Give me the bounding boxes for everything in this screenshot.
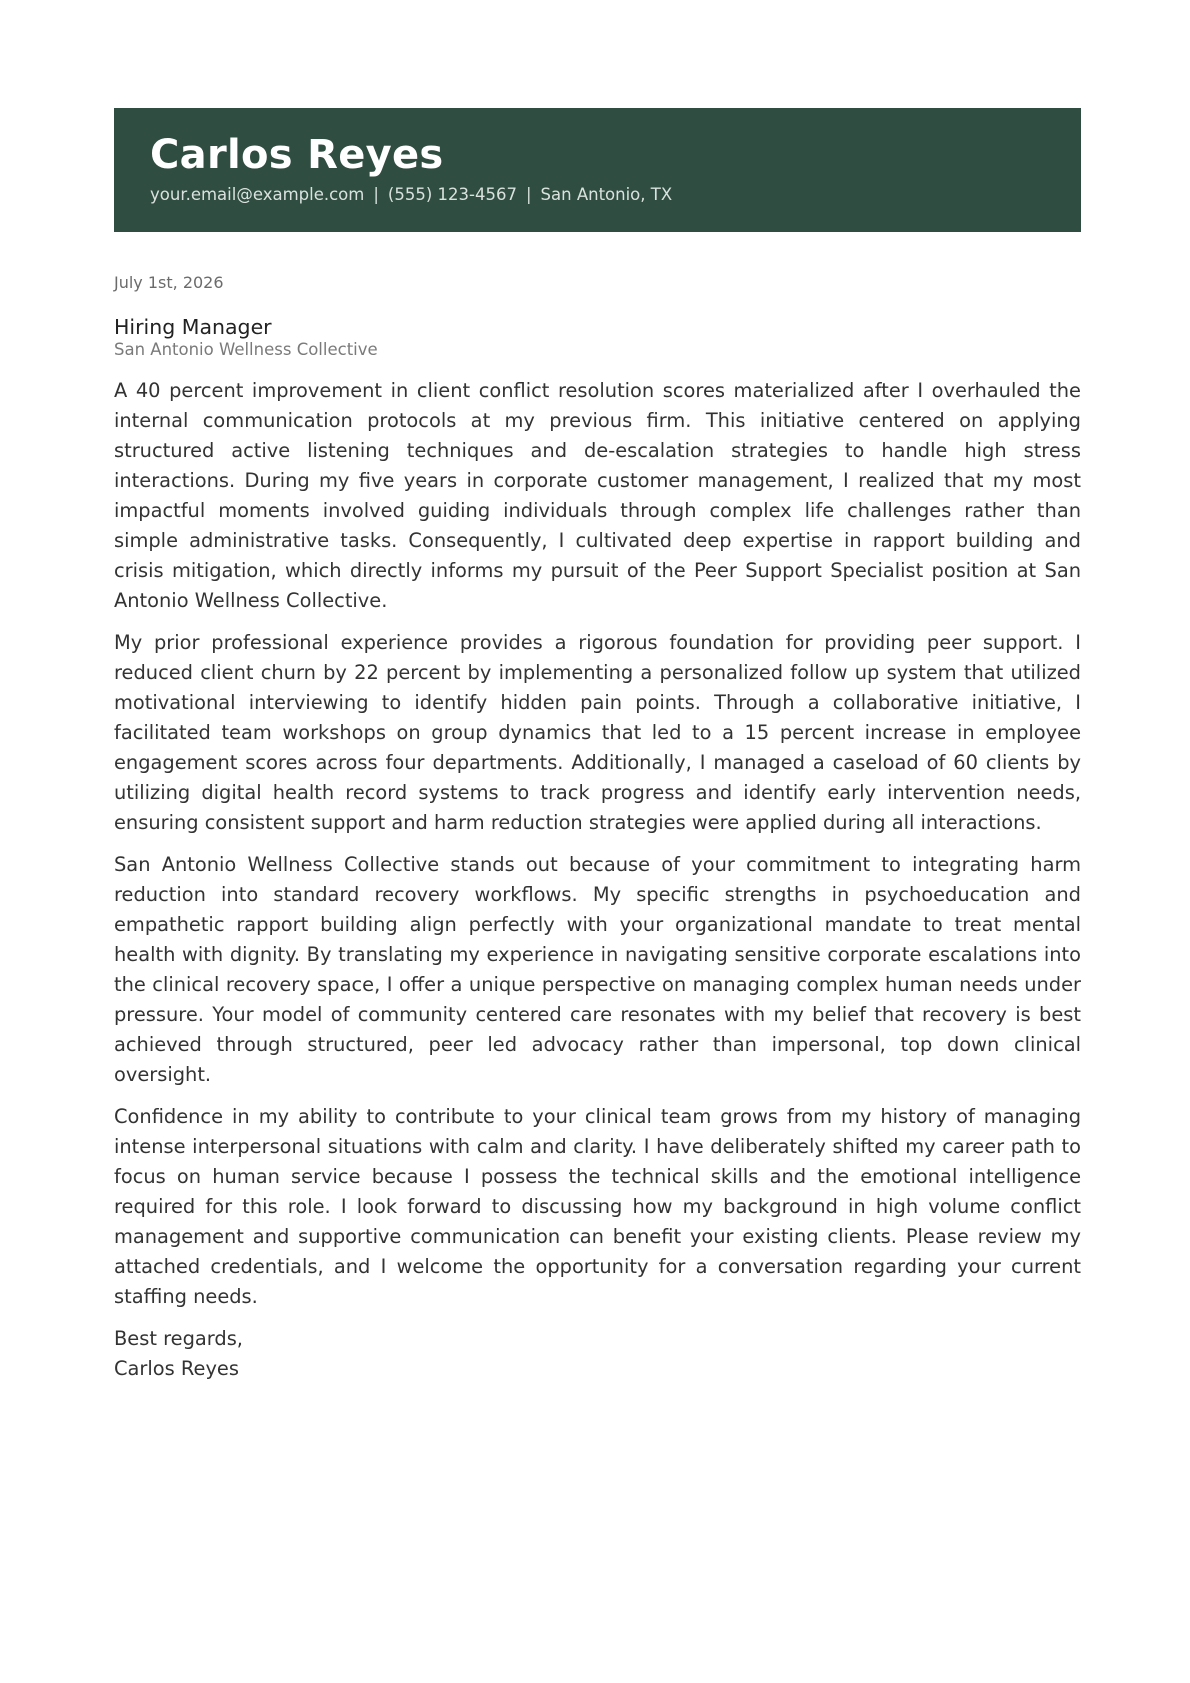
header-band	[114, 108, 1081, 232]
contact-separator: |	[525, 185, 532, 204]
body-paragraph-2: My prior professional experience provides a rigorous foundation for providing peer support. I reduced client churn by 22 percent by implementing a personalized follow up system that utilized motivational interviewing to identify hidden pain points. Through a collaborative initiative, I facilitated team workshops on group dynamics that led to a 15 percent increase in employee engagement scores across four departments. Additionally, I managed a caseload of 60 clients by utilizing digital health record systems to track progress and identify early intervention needs, ensuring consistent support and harm reduction strategies were applied during all interactions.	[114, 631, 1081, 834]
applicant-name: Carlos Reyes	[150, 132, 444, 178]
recipient-organization: San Antonio Wellness Collective	[114, 340, 378, 359]
body-paragraph-4: Confidence in my ability to contribute to your clinical team grows from my history of managing intense interpersonal situations with calm and clarity. I have deliberately shifted my career path to focus on human service because I possess the technical skills and the emotional intelligence required for this role. I look forward to discussing how my background in high volume conflict management and supportive communication can benefit your existing clients. Please review my attached credentials, and I welcome the opportunity for a conversation regarding your current staffing needs.	[114, 1105, 1081, 1308]
closing-block	[114, 1324, 1081, 1384]
recipient-block	[114, 314, 1081, 360]
letter-date: July 1st, 2026	[114, 273, 224, 292]
letter-content	[114, 272, 1081, 1384]
body-paragraph-1: A 40 percent improvement in client conflict resolution scores materialized after I overhauled the internal communication protocols at my previous firm. This initiative centered on applying structured active listening techniques and de-escalation strategies to handle high stress interactions. During my five years in corporate customer management, I realized that my most impactful moments involved guiding individuals through complex life challenges rather than simple administrative tasks. Consequently, I cultivated deep expertise in rapport building and crisis mitigation, which directly informs my pursuit of the Peer Support Specialist position at San Antonio Wellness Collective.	[114, 379, 1081, 612]
contact-phone: (555) 123-4567	[387, 185, 517, 204]
contact-line	[150, 184, 1081, 206]
body-paragraph-3: San Antonio Wellness Collective stands out because of your commitment to integrating harm reduction into standard recovery workflows. My specific strengths in psychoeducation and empathetic rapport building align perfectly with your organizational mandate to treat mental health with dignity. By translating my experience in navigating sensitive corporate escalations into the clinical recovery space, I offer a unique perspective on managing complex human needs under pressure. Your model of community centered care resonates with my belief that recovery is best achieved through structured, peer led advocacy rather than impersonal, top down clinical oversight.	[114, 853, 1081, 1086]
contact-location: San Antonio, TX	[540, 185, 673, 204]
recipient-title: Hiring Manager	[114, 315, 272, 339]
contact-email: your.email@example.com	[150, 185, 365, 204]
contact-separator: |	[373, 185, 379, 204]
letter-body	[114, 376, 1081, 1312]
signature-name: Carlos Reyes	[114, 1357, 239, 1380]
closing-salutation: Best regards,	[114, 1327, 243, 1350]
